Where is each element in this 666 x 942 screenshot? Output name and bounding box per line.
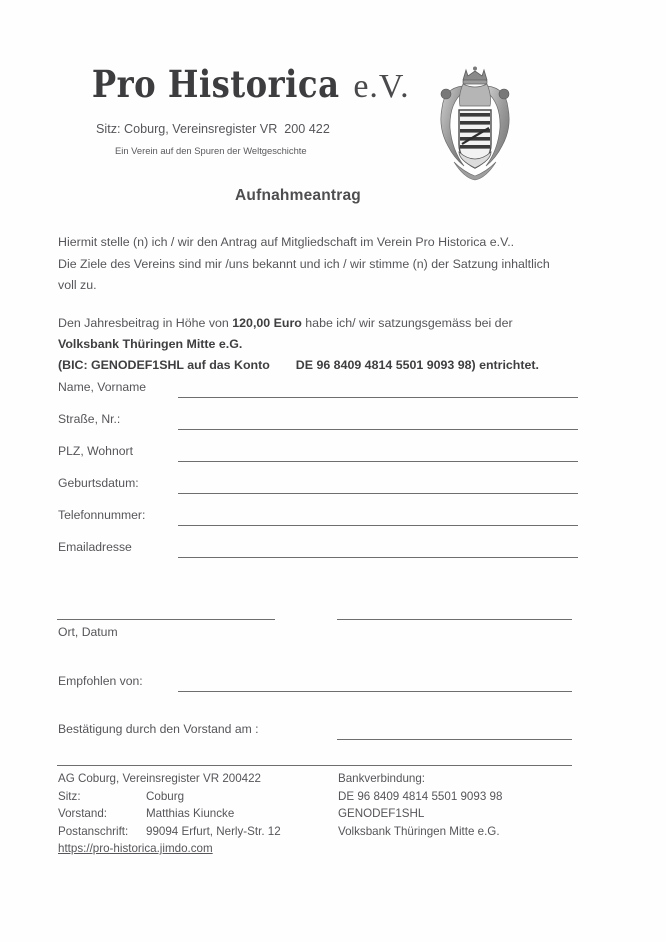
- intro-line-3: voll zu.: [58, 278, 97, 292]
- bic-prefix: (BIC: GENODEF1SHL auf das Konto: [58, 358, 270, 372]
- fee-line-prefix: Den Jahresbeitrag in Höhe von: [58, 316, 233, 330]
- iban-value: DE 96 8409 4814 5501 9093 98: [295, 358, 472, 372]
- document-header: [58, 62, 612, 182]
- recommended-by-label: Empfohlen von:: [58, 674, 143, 688]
- fee-paragraph: [58, 313, 603, 376]
- organization-motto: Ein Verein auf den Spuren der Weltgeschichte: [115, 145, 307, 156]
- footer-column-org: [58, 770, 338, 858]
- intro-paragraph: [58, 232, 598, 297]
- fee-line-suffix: habe ich/ wir satzungsgemäss bei der: [301, 316, 513, 330]
- board-confirmation-label: Bestätigung durch den Vorstand am :: [58, 722, 259, 736]
- fee-line: [58, 313, 603, 334]
- field-row-city: [58, 444, 578, 476]
- fee-amount: 120,00 Euro: [232, 316, 302, 330]
- field-input-name[interactable]: [178, 397, 578, 398]
- footer-bank-name: Volksbank Thüringen Mitte e.G.: [338, 824, 500, 838]
- field-row-phone: [58, 508, 578, 540]
- field-row-street: [58, 412, 578, 444]
- field-label-phone: Telefonnummer:: [58, 508, 146, 522]
- footer-row-seat: [58, 788, 338, 806]
- footer-row-url: [58, 840, 338, 858]
- field-label-name: Name, Vorname: [58, 380, 147, 394]
- footer-key-address: Postanschrift:: [58, 824, 129, 838]
- footer-website-link[interactable]: https://pro-historica.jimdo.com: [58, 842, 213, 856]
- recommended-by-input[interactable]: [178, 691, 572, 692]
- bic-suffix: ) entrichtet.: [471, 358, 539, 372]
- footer-column-bank: [338, 770, 598, 840]
- footer-row-board: [58, 805, 338, 823]
- signature-label-place-date: Ort, Datum: [58, 625, 118, 639]
- footer-value-board: Matthias Kiuncke: [146, 807, 235, 821]
- footer-divider: [57, 765, 572, 766]
- footer-row-address: [58, 823, 338, 841]
- signature-line-place-date[interactable]: [57, 619, 275, 620]
- registration-number: 200 422: [284, 122, 330, 136]
- field-input-street[interactable]: [178, 429, 578, 430]
- registration-line-prefix: Sitz: Coburg, Vereinsregister VR: [96, 122, 278, 136]
- field-input-birthdate[interactable]: [178, 493, 578, 494]
- footer-value-seat: Coburg: [146, 789, 185, 803]
- field-input-phone[interactable]: [178, 525, 578, 526]
- footer-bank-bic: GENODEF1SHL: [338, 807, 425, 821]
- footer-key-seat: Sitz:: [58, 789, 81, 803]
- page-title: Aufnahmeantrag: [235, 187, 361, 204]
- signature-line-signature[interactable]: [337, 619, 572, 620]
- footer-key-board: Vorstand:: [58, 807, 107, 821]
- board-confirmation-input[interactable]: [337, 739, 572, 740]
- coat-of-arms-icon: [432, 66, 518, 181]
- wordmark-main: Pro Historica: [91, 62, 340, 106]
- applicant-fields: [58, 380, 578, 572]
- bank-name: Volksbank Thüringen Mitte e.G.: [58, 337, 243, 351]
- field-input-city[interactable]: [178, 461, 578, 462]
- field-label-email: Emailadresse: [58, 540, 132, 554]
- intro-line-1: Hiermit stelle (n) ich / wir den Antrag auf Mitgliedschaft im Verein Pro Historica e.V..: [58, 235, 515, 249]
- registration-line: [96, 122, 330, 136]
- field-input-email[interactable]: [178, 557, 578, 558]
- footer-registry: AG Coburg, Vereinsregister VR 200422: [58, 772, 262, 785]
- organization-wordmark: [88, 62, 410, 106]
- field-row-email: [58, 540, 578, 572]
- footer-bank-iban: DE 96 8409 4814 5501 9093 98: [338, 789, 503, 803]
- field-label-city: PLZ, Wohnort: [58, 444, 133, 458]
- field-row-birthdate: [58, 476, 578, 508]
- field-label-birthdate: Geburtsdatum:: [58, 476, 139, 490]
- footer-value-address: 99094 Erfurt, Nerly-Str. 12: [146, 824, 281, 838]
- intro-line-2: Die Ziele des Vereins sind mir /uns bekannt und ich / wir stimme (n) der Satzung inhaltlich: [58, 256, 550, 271]
- footer-bank-heading: Bankverbindung:: [338, 772, 426, 785]
- wordmark-suffix: e.V.: [353, 68, 410, 105]
- field-label-street: Straße, Nr.:: [58, 412, 121, 426]
- bic-iban-line: [58, 355, 603, 376]
- field-row-name: [58, 380, 578, 412]
